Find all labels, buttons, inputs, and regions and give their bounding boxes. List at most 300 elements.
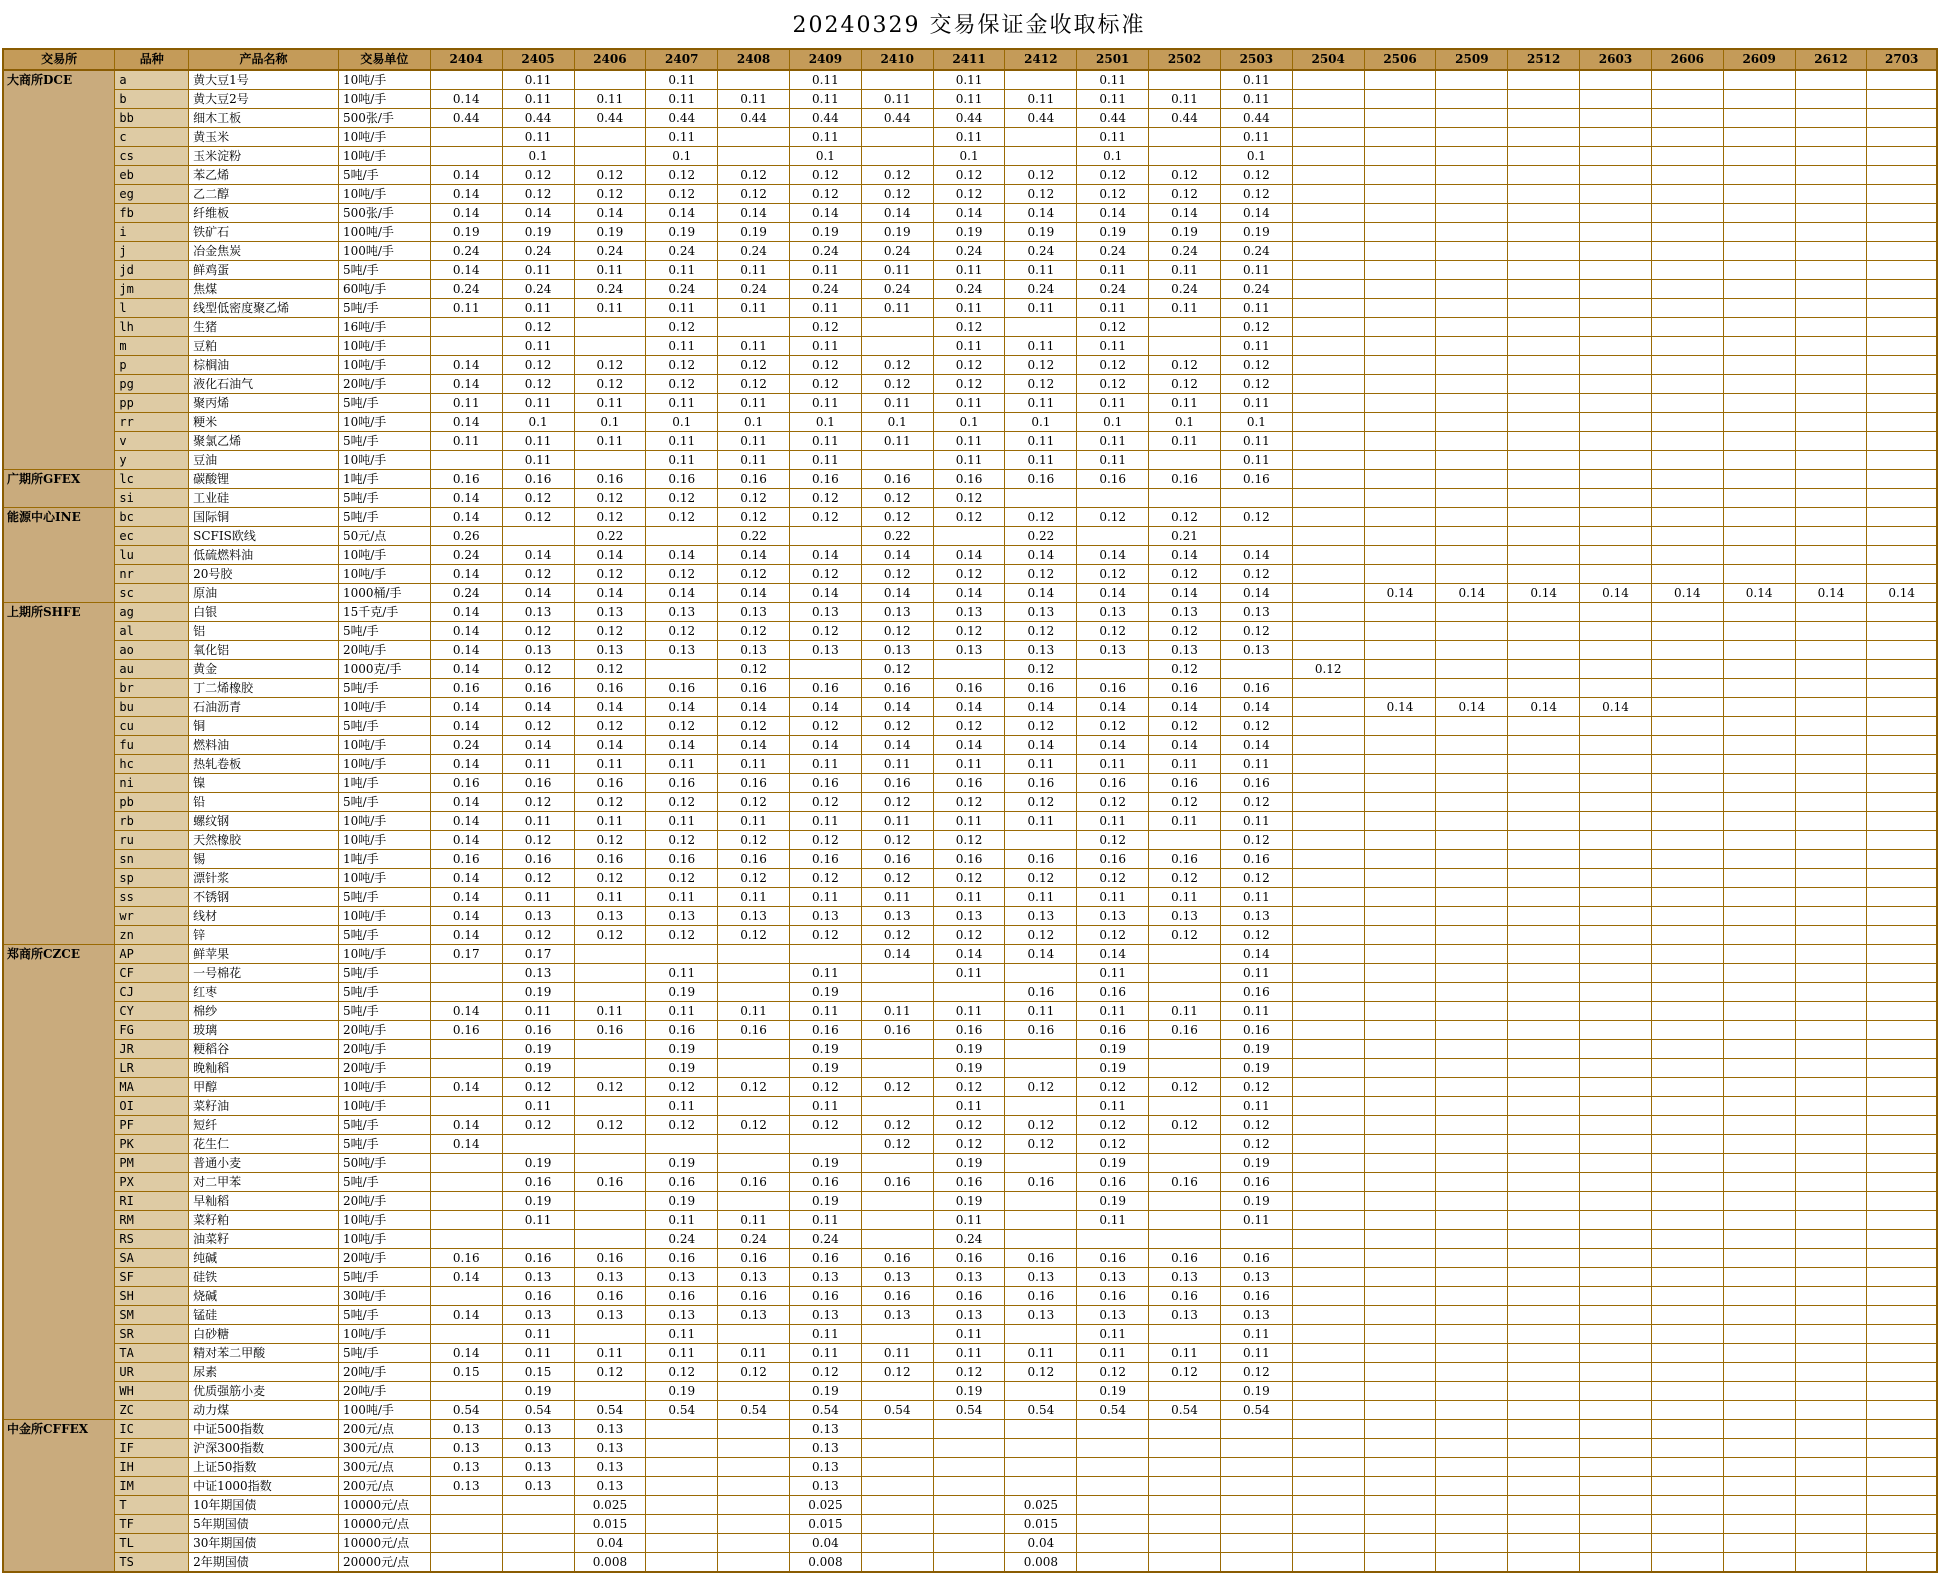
value-cell-WH-2603[interactable] (1580, 1382, 1652, 1401)
variety-cell[interactable]: si (115, 489, 189, 508)
value-cell-rr-2512[interactable] (1508, 413, 1580, 432)
value-cell-SF-2410[interactable]: 0.13 (861, 1268, 933, 1287)
value-cell-SA-2408[interactable]: 0.16 (718, 1249, 790, 1268)
value-cell-y-2411[interactable]: 0.11 (933, 451, 1005, 470)
value-cell-rr-2606[interactable] (1651, 413, 1723, 432)
value-cell-bc-2506[interactable] (1364, 508, 1436, 527)
value-cell-PF-2609[interactable] (1723, 1116, 1795, 1135)
value-cell-WH-2612[interactable] (1795, 1382, 1867, 1401)
month-header-2502[interactable]: 2502 (1149, 49, 1221, 70)
value-cell-sn-2501[interactable]: 0.16 (1077, 850, 1149, 869)
unit-cell[interactable]: 5吨/手 (338, 793, 430, 812)
value-cell-br-2609[interactable] (1723, 679, 1795, 698)
value-cell-cu-2703[interactable] (1867, 717, 1937, 736)
value-cell-i-2504[interactable] (1292, 223, 1364, 242)
unit-cell[interactable]: 50元/点 (338, 527, 430, 546)
value-cell-RI-2512[interactable] (1508, 1192, 1580, 1211)
value-cell-l-2609[interactable] (1723, 299, 1795, 318)
product-cell[interactable]: 10年期国债 (189, 1496, 339, 1515)
unit-cell[interactable]: 16吨/手 (338, 318, 430, 337)
value-cell-TF-2603[interactable] (1580, 1515, 1652, 1534)
value-cell-p-2609[interactable] (1723, 356, 1795, 375)
value-cell-lh-2703[interactable] (1867, 318, 1937, 337)
value-cell-TS-2509[interactable] (1436, 1553, 1508, 1573)
value-cell-br-2606[interactable] (1651, 679, 1723, 698)
value-cell-CF-2606[interactable] (1651, 964, 1723, 983)
value-cell-IC-2503[interactable] (1220, 1420, 1292, 1439)
value-cell-RM-2407[interactable]: 0.11 (646, 1211, 718, 1230)
variety-cell[interactable]: FG (115, 1021, 189, 1040)
value-cell-wr-2406[interactable]: 0.13 (574, 907, 646, 926)
value-cell-ec-2409[interactable] (789, 527, 861, 546)
variety-cell[interactable]: AP (115, 945, 189, 964)
value-cell-TF-2408[interactable] (718, 1515, 790, 1534)
product-cell[interactable]: 鲜苹果 (189, 945, 339, 964)
variety-cell[interactable]: sn (115, 850, 189, 869)
value-cell-y-2609[interactable] (1723, 451, 1795, 470)
value-cell-y-2504[interactable] (1292, 451, 1364, 470)
value-cell-l-2503[interactable]: 0.11 (1220, 299, 1292, 318)
value-cell-IH-2503[interactable] (1220, 1458, 1292, 1477)
month-header-2603[interactable]: 2603 (1580, 49, 1652, 70)
value-cell-WH-2404[interactable] (430, 1382, 502, 1401)
value-cell-jm-2703[interactable] (1867, 280, 1937, 299)
value-cell-IM-2405[interactable]: 0.13 (502, 1477, 574, 1496)
value-cell-jm-2410[interactable]: 0.24 (861, 280, 933, 299)
value-cell-au-2603[interactable] (1580, 660, 1652, 679)
value-cell-ec-2406[interactable]: 0.22 (574, 527, 646, 546)
value-cell-cs-2405[interactable]: 0.1 (502, 147, 574, 166)
variety-cell[interactable]: rr (115, 413, 189, 432)
value-cell-OI-2502[interactable] (1149, 1097, 1221, 1116)
value-cell-OI-2512[interactable] (1508, 1097, 1580, 1116)
product-cell[interactable]: 螺纹钢 (189, 812, 339, 831)
variety-cell[interactable]: lu (115, 546, 189, 565)
value-cell-ec-2412[interactable]: 0.22 (1005, 527, 1077, 546)
value-cell-pb-2506[interactable] (1364, 793, 1436, 812)
value-cell-sn-2612[interactable] (1795, 850, 1867, 869)
unit-cell[interactable]: 1000克/手 (338, 660, 430, 679)
value-cell-jm-2603[interactable] (1580, 280, 1652, 299)
value-cell-j-2612[interactable] (1795, 242, 1867, 261)
value-cell-rr-2407[interactable]: 0.1 (646, 413, 718, 432)
value-cell-ao-2509[interactable] (1436, 641, 1508, 660)
value-cell-IH-2504[interactable] (1292, 1458, 1364, 1477)
value-cell-JR-2406[interactable] (574, 1040, 646, 1059)
value-cell-PK-2504[interactable] (1292, 1135, 1364, 1154)
value-cell-lh-2512[interactable] (1508, 318, 1580, 337)
value-cell-TL-2407[interactable] (646, 1534, 718, 1553)
variety-column-header[interactable]: 品种 (115, 49, 189, 70)
value-cell-fb-2406[interactable]: 0.14 (574, 204, 646, 223)
value-cell-fb-2409[interactable]: 0.14 (789, 204, 861, 223)
value-cell-hc-2609[interactable] (1723, 755, 1795, 774)
value-cell-nr-2407[interactable]: 0.12 (646, 565, 718, 584)
value-cell-b-2503[interactable]: 0.11 (1220, 90, 1292, 109)
value-cell-PK-2408[interactable] (718, 1135, 790, 1154)
value-cell-SA-2411[interactable]: 0.16 (933, 1249, 1005, 1268)
value-cell-rr-2409[interactable]: 0.1 (789, 413, 861, 432)
value-cell-br-2409[interactable]: 0.16 (789, 679, 861, 698)
value-cell-ZC-2703[interactable] (1867, 1401, 1937, 1420)
value-cell-br-2506[interactable] (1364, 679, 1436, 698)
value-cell-ao-2703[interactable] (1867, 641, 1937, 660)
value-cell-j-2501[interactable]: 0.24 (1077, 242, 1149, 261)
value-cell-zn-2506[interactable] (1364, 926, 1436, 945)
value-cell-RS-2506[interactable] (1364, 1230, 1436, 1249)
value-cell-AP-2408[interactable] (718, 945, 790, 964)
value-cell-T-2503[interactable] (1220, 1496, 1292, 1515)
value-cell-IF-2703[interactable] (1867, 1439, 1937, 1458)
value-cell-TL-2506[interactable] (1364, 1534, 1436, 1553)
variety-cell[interactable]: nr (115, 565, 189, 584)
value-cell-l-2506[interactable] (1364, 299, 1436, 318)
value-cell-SH-2412[interactable]: 0.16 (1005, 1287, 1077, 1306)
value-cell-ni-2503[interactable]: 0.16 (1220, 774, 1292, 793)
value-cell-pp-2411[interactable]: 0.11 (933, 394, 1005, 413)
value-cell-cs-2404[interactable] (430, 147, 502, 166)
value-cell-IH-2409[interactable]: 0.13 (789, 1458, 861, 1477)
value-cell-UR-2509[interactable] (1436, 1363, 1508, 1382)
value-cell-sc-2703[interactable]: 0.14 (1867, 584, 1937, 603)
value-cell-sp-2410[interactable]: 0.12 (861, 869, 933, 888)
product-cell[interactable]: 鲜鸡蛋 (189, 261, 339, 280)
value-cell-sc-2509[interactable]: 0.14 (1436, 584, 1508, 603)
value-cell-pb-2404[interactable]: 0.14 (430, 793, 502, 812)
value-cell-fb-2506[interactable] (1364, 204, 1436, 223)
value-cell-PM-2603[interactable] (1580, 1154, 1652, 1173)
value-cell-lu-2501[interactable]: 0.14 (1077, 546, 1149, 565)
value-cell-cu-2503[interactable]: 0.12 (1220, 717, 1292, 736)
value-cell-i-2509[interactable] (1436, 223, 1508, 242)
value-cell-rb-2412[interactable]: 0.11 (1005, 812, 1077, 831)
value-cell-MA-2404[interactable]: 0.14 (430, 1078, 502, 1097)
value-cell-PX-2410[interactable]: 0.16 (861, 1173, 933, 1192)
value-cell-T-2408[interactable] (718, 1496, 790, 1515)
value-cell-lh-2412[interactable] (1005, 318, 1077, 337)
value-cell-p-2407[interactable]: 0.12 (646, 356, 718, 375)
value-cell-hc-2603[interactable] (1580, 755, 1652, 774)
value-cell-LR-2612[interactable] (1795, 1059, 1867, 1078)
value-cell-al-2502[interactable]: 0.12 (1149, 622, 1221, 641)
value-cell-OI-2407[interactable]: 0.11 (646, 1097, 718, 1116)
value-cell-lu-2509[interactable] (1436, 546, 1508, 565)
unit-cell[interactable]: 10吨/手 (338, 70, 430, 90)
value-cell-ZC-2512[interactable] (1508, 1401, 1580, 1420)
value-cell-MA-2406[interactable]: 0.12 (574, 1078, 646, 1097)
value-cell-T-2506[interactable] (1364, 1496, 1436, 1515)
value-cell-TS-2703[interactable] (1867, 1553, 1937, 1573)
value-cell-TS-2502[interactable] (1149, 1553, 1221, 1573)
value-cell-j-2512[interactable] (1508, 242, 1580, 261)
value-cell-IF-2512[interactable] (1508, 1439, 1580, 1458)
value-cell-ao-2503[interactable]: 0.13 (1220, 641, 1292, 660)
value-cell-pb-2407[interactable]: 0.12 (646, 793, 718, 812)
value-cell-WH-2411[interactable]: 0.19 (933, 1382, 1005, 1401)
value-cell-si-2606[interactable] (1651, 489, 1723, 508)
value-cell-IM-2506[interactable] (1364, 1477, 1436, 1496)
value-cell-ao-2603[interactable] (1580, 641, 1652, 660)
value-cell-CF-2512[interactable] (1508, 964, 1580, 983)
value-cell-PM-2509[interactable] (1436, 1154, 1508, 1173)
value-cell-IC-2603[interactable] (1580, 1420, 1652, 1439)
value-cell-MA-2609[interactable] (1723, 1078, 1795, 1097)
value-cell-IF-2412[interactable] (1005, 1439, 1077, 1458)
value-cell-ZC-2408[interactable]: 0.54 (718, 1401, 790, 1420)
product-cell[interactable]: 纤维板 (189, 204, 339, 223)
value-cell-CF-2609[interactable] (1723, 964, 1795, 983)
value-cell-i-2609[interactable] (1723, 223, 1795, 242)
value-cell-nr-2504[interactable] (1292, 565, 1364, 584)
value-cell-wr-2503[interactable]: 0.13 (1220, 907, 1292, 926)
value-cell-SM-2405[interactable]: 0.13 (502, 1306, 574, 1325)
value-cell-ag-2411[interactable]: 0.13 (933, 603, 1005, 622)
value-cell-lh-2411[interactable]: 0.12 (933, 318, 1005, 337)
value-cell-ru-2411[interactable]: 0.12 (933, 831, 1005, 850)
month-header-2405[interactable]: 2405 (502, 49, 574, 70)
value-cell-SA-2406[interactable]: 0.16 (574, 1249, 646, 1268)
value-cell-IC-2703[interactable] (1867, 1420, 1937, 1439)
value-cell-bc-2412[interactable]: 0.12 (1005, 508, 1077, 527)
value-cell-fu-2506[interactable] (1364, 736, 1436, 755)
value-cell-bu-2405[interactable]: 0.14 (502, 698, 574, 717)
value-cell-TL-2501[interactable] (1077, 1534, 1149, 1553)
value-cell-a-2412[interactable] (1005, 70, 1077, 90)
value-cell-RS-2503[interactable] (1220, 1230, 1292, 1249)
value-cell-SH-2603[interactable] (1580, 1287, 1652, 1306)
variety-cell[interactable]: y (115, 451, 189, 470)
value-cell-ec-2411[interactable] (933, 527, 1005, 546)
value-cell-jd-2404[interactable]: 0.14 (430, 261, 502, 280)
product-cell[interactable]: 黄金 (189, 660, 339, 679)
value-cell-al-2509[interactable] (1436, 622, 1508, 641)
product-cell[interactable]: 碳酸锂 (189, 470, 339, 489)
value-cell-IH-2606[interactable] (1651, 1458, 1723, 1477)
unit-cell[interactable]: 10吨/手 (338, 1097, 430, 1116)
value-cell-hc-2502[interactable]: 0.11 (1149, 755, 1221, 774)
value-cell-rb-2406[interactable]: 0.11 (574, 812, 646, 831)
value-cell-TA-2703[interactable] (1867, 1344, 1937, 1363)
unit-cell[interactable]: 10000元/点 (338, 1496, 430, 1515)
value-cell-ni-2506[interactable] (1364, 774, 1436, 793)
value-cell-eg-2411[interactable]: 0.12 (933, 185, 1005, 204)
value-cell-sp-2409[interactable]: 0.12 (789, 869, 861, 888)
value-cell-y-2506[interactable] (1364, 451, 1436, 470)
variety-cell[interactable]: pp (115, 394, 189, 413)
value-cell-pg-2512[interactable] (1508, 375, 1580, 394)
unit-cell[interactable]: 100吨/手 (338, 242, 430, 261)
value-cell-RM-2503[interactable]: 0.11 (1220, 1211, 1292, 1230)
value-cell-TF-2503[interactable] (1220, 1515, 1292, 1534)
value-cell-pg-2504[interactable] (1292, 375, 1364, 394)
value-cell-sn-2409[interactable]: 0.16 (789, 850, 861, 869)
value-cell-cu-2502[interactable]: 0.12 (1149, 717, 1221, 736)
exchange-cell[interactable]: 中金所CFFEX (3, 1420, 115, 1573)
value-cell-bb-2405[interactable]: 0.44 (502, 109, 574, 128)
value-cell-FG-2612[interactable] (1795, 1021, 1867, 1040)
value-cell-bb-2603[interactable] (1580, 109, 1652, 128)
value-cell-SF-2404[interactable]: 0.14 (430, 1268, 502, 1287)
product-cell[interactable]: 早籼稻 (189, 1192, 339, 1211)
value-cell-CJ-2603[interactable] (1580, 983, 1652, 1002)
value-cell-nr-2405[interactable]: 0.12 (502, 565, 574, 584)
value-cell-wr-2609[interactable] (1723, 907, 1795, 926)
value-cell-sn-2407[interactable]: 0.16 (646, 850, 718, 869)
month-header-2412[interactable]: 2412 (1005, 49, 1077, 70)
value-cell-eg-2504[interactable] (1292, 185, 1364, 204)
value-cell-LR-2504[interactable] (1292, 1059, 1364, 1078)
value-cell-OI-2404[interactable] (430, 1097, 502, 1116)
value-cell-p-2410[interactable]: 0.12 (861, 356, 933, 375)
value-cell-rr-2405[interactable]: 0.1 (502, 413, 574, 432)
value-cell-CF-2506[interactable] (1364, 964, 1436, 983)
variety-cell[interactable]: IM (115, 1477, 189, 1496)
value-cell-CY-2501[interactable]: 0.11 (1077, 1002, 1149, 1021)
value-cell-nr-2404[interactable]: 0.14 (430, 565, 502, 584)
value-cell-TS-2609[interactable] (1723, 1553, 1795, 1573)
value-cell-nr-2406[interactable]: 0.12 (574, 565, 646, 584)
value-cell-SM-2609[interactable] (1723, 1306, 1795, 1325)
value-cell-PF-2404[interactable]: 0.14 (430, 1116, 502, 1135)
value-cell-a-2502[interactable] (1149, 70, 1221, 90)
product-cell[interactable]: 上证50指数 (189, 1458, 339, 1477)
value-cell-j-2411[interactable]: 0.24 (933, 242, 1005, 261)
value-cell-T-2612[interactable] (1795, 1496, 1867, 1515)
value-cell-CF-2408[interactable] (718, 964, 790, 983)
value-cell-sp-2406[interactable]: 0.12 (574, 869, 646, 888)
value-cell-rr-2603[interactable] (1580, 413, 1652, 432)
value-cell-JR-2509[interactable] (1436, 1040, 1508, 1059)
value-cell-ni-2411[interactable]: 0.16 (933, 774, 1005, 793)
value-cell-eg-2412[interactable]: 0.12 (1005, 185, 1077, 204)
value-cell-p-2509[interactable] (1436, 356, 1508, 375)
value-cell-bu-2609[interactable] (1723, 698, 1795, 717)
value-cell-SM-2404[interactable]: 0.14 (430, 1306, 502, 1325)
value-cell-RI-2404[interactable] (430, 1192, 502, 1211)
value-cell-CF-2404[interactable] (430, 964, 502, 983)
value-cell-ao-2408[interactable]: 0.13 (718, 641, 790, 660)
value-cell-SM-2504[interactable] (1292, 1306, 1364, 1325)
value-cell-TA-2408[interactable]: 0.11 (718, 1344, 790, 1363)
value-cell-y-2612[interactable] (1795, 451, 1867, 470)
value-cell-PM-2408[interactable] (718, 1154, 790, 1173)
value-cell-SM-2406[interactable]: 0.13 (574, 1306, 646, 1325)
value-cell-ru-2606[interactable] (1651, 831, 1723, 850)
value-cell-a-2405[interactable]: 0.11 (502, 70, 574, 90)
value-cell-ec-2609[interactable] (1723, 527, 1795, 546)
value-cell-fu-2406[interactable]: 0.14 (574, 736, 646, 755)
value-cell-sp-2506[interactable] (1364, 869, 1436, 888)
value-cell-lu-2606[interactable] (1651, 546, 1723, 565)
value-cell-PM-2501[interactable]: 0.19 (1077, 1154, 1149, 1173)
value-cell-lu-2408[interactable]: 0.14 (718, 546, 790, 565)
value-cell-bb-2512[interactable] (1508, 109, 1580, 128)
value-cell-SH-2503[interactable]: 0.16 (1220, 1287, 1292, 1306)
value-cell-TS-2503[interactable] (1220, 1553, 1292, 1573)
product-cell[interactable]: 工业硅 (189, 489, 339, 508)
value-cell-nr-2703[interactable] (1867, 565, 1937, 584)
value-cell-IF-2506[interactable] (1364, 1439, 1436, 1458)
value-cell-rr-2502[interactable]: 0.1 (1149, 413, 1221, 432)
value-cell-lh-2407[interactable]: 0.12 (646, 318, 718, 337)
value-cell-b-2506[interactable] (1364, 90, 1436, 109)
value-cell-ZC-2410[interactable]: 0.54 (861, 1401, 933, 1420)
value-cell-PM-2405[interactable]: 0.19 (502, 1154, 574, 1173)
value-cell-TL-2509[interactable] (1436, 1534, 1508, 1553)
value-cell-LR-2410[interactable] (861, 1059, 933, 1078)
unit-cell[interactable]: 5吨/手 (338, 261, 430, 280)
value-cell-lc-2503[interactable]: 0.16 (1220, 470, 1292, 489)
value-cell-c-2407[interactable]: 0.11 (646, 128, 718, 147)
value-cell-sc-2405[interactable]: 0.14 (502, 584, 574, 603)
unit-cell[interactable]: 10吨/手 (338, 546, 430, 565)
value-cell-OI-2406[interactable] (574, 1097, 646, 1116)
value-cell-SR-2410[interactable] (861, 1325, 933, 1344)
value-cell-TF-2410[interactable] (861, 1515, 933, 1534)
value-cell-RS-2502[interactable] (1149, 1230, 1221, 1249)
value-cell-MA-2412[interactable]: 0.12 (1005, 1078, 1077, 1097)
value-cell-ag-2703[interactable] (1867, 603, 1937, 622)
value-cell-TL-2502[interactable] (1149, 1534, 1221, 1553)
value-cell-wr-2504[interactable] (1292, 907, 1364, 926)
value-cell-sc-2404[interactable]: 0.24 (430, 584, 502, 603)
value-cell-v-2504[interactable] (1292, 432, 1364, 451)
value-cell-TA-2503[interactable]: 0.11 (1220, 1344, 1292, 1363)
value-cell-al-2703[interactable] (1867, 622, 1937, 641)
variety-cell[interactable]: cu (115, 717, 189, 736)
value-cell-rr-2506[interactable] (1364, 413, 1436, 432)
value-cell-UR-2502[interactable]: 0.12 (1149, 1363, 1221, 1382)
value-cell-WH-2506[interactable] (1364, 1382, 1436, 1401)
value-cell-RI-2409[interactable]: 0.19 (789, 1192, 861, 1211)
value-cell-FG-2408[interactable]: 0.16 (718, 1021, 790, 1040)
value-cell-AP-2609[interactable] (1723, 945, 1795, 964)
value-cell-j-2502[interactable]: 0.24 (1149, 242, 1221, 261)
value-cell-LR-2408[interactable] (718, 1059, 790, 1078)
unit-cell[interactable]: 10吨/手 (338, 128, 430, 147)
value-cell-ss-2411[interactable]: 0.11 (933, 888, 1005, 907)
value-cell-SM-2612[interactable] (1795, 1306, 1867, 1325)
value-cell-lu-2411[interactable]: 0.14 (933, 546, 1005, 565)
value-cell-i-2405[interactable]: 0.19 (502, 223, 574, 242)
value-cell-sp-2503[interactable]: 0.12 (1220, 869, 1292, 888)
value-cell-ss-2606[interactable] (1651, 888, 1723, 907)
value-cell-PX-2703[interactable] (1867, 1173, 1937, 1192)
variety-cell[interactable]: lc (115, 470, 189, 489)
value-cell-pp-2506[interactable] (1364, 394, 1436, 413)
value-cell-RM-2609[interactable] (1723, 1211, 1795, 1230)
value-cell-CY-2405[interactable]: 0.11 (502, 1002, 574, 1021)
value-cell-SH-2609[interactable] (1723, 1287, 1795, 1306)
value-cell-RM-2606[interactable] (1651, 1211, 1723, 1230)
value-cell-pp-2603[interactable] (1580, 394, 1652, 413)
value-cell-LR-2509[interactable] (1436, 1059, 1508, 1078)
value-cell-rr-2411[interactable]: 0.1 (933, 413, 1005, 432)
month-header-2509[interactable]: 2509 (1436, 49, 1508, 70)
value-cell-CY-2408[interactable]: 0.11 (718, 1002, 790, 1021)
value-cell-lu-2410[interactable]: 0.14 (861, 546, 933, 565)
value-cell-SR-2408[interactable] (718, 1325, 790, 1344)
product-cell[interactable]: 热轧卷板 (189, 755, 339, 774)
value-cell-RM-2612[interactable] (1795, 1211, 1867, 1230)
value-cell-RS-2509[interactable] (1436, 1230, 1508, 1249)
month-header-2408[interactable]: 2408 (718, 49, 790, 70)
value-cell-au-2404[interactable]: 0.14 (430, 660, 502, 679)
value-cell-y-2503[interactable]: 0.11 (1220, 451, 1292, 470)
value-cell-CY-2703[interactable] (1867, 1002, 1937, 1021)
value-cell-m-2603[interactable] (1580, 337, 1652, 356)
value-cell-JR-2606[interactable] (1651, 1040, 1723, 1059)
